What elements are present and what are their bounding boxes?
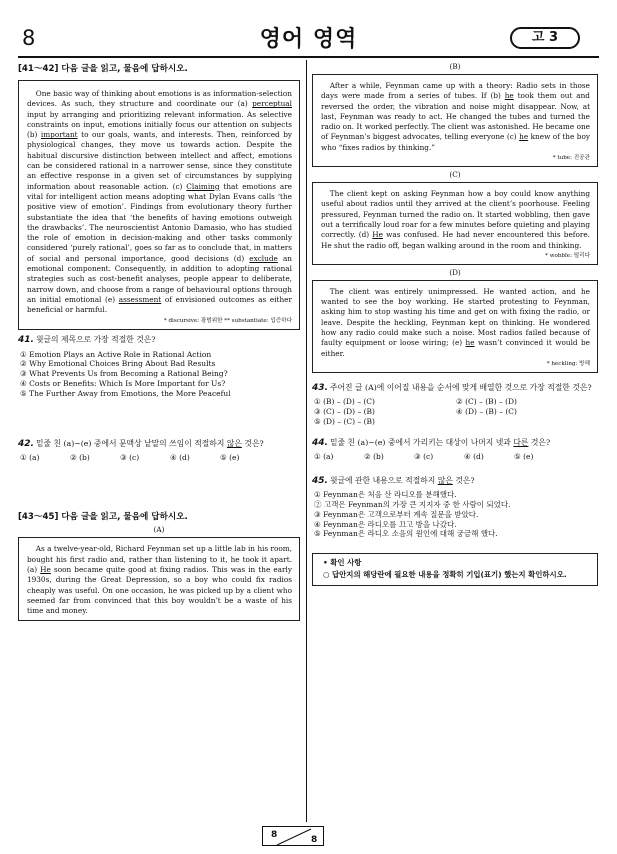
passage-c	[312, 182, 598, 265]
q43-option-4[interactable]: ④ (D) – (B) – (C)	[456, 406, 517, 416]
q44-option-2[interactable]: ② (b)	[364, 452, 384, 462]
q44-option-3[interactable]: ③ (c)	[414, 452, 434, 462]
underline-e: assessment	[118, 294, 162, 304]
instruction-43-45: [43～45] 다음 글을 읽고, 물음에 답하시오.	[18, 512, 188, 523]
question-number: 43.	[312, 382, 328, 393]
page-indicator-total: 8	[311, 835, 318, 845]
q43-options	[314, 397, 598, 426]
section-c-label: (C)	[449, 170, 461, 180]
underline-c: he	[519, 132, 529, 142]
q42-option-2[interactable]: ② (b)	[70, 452, 90, 462]
section-b-label: (B)	[449, 62, 461, 71]
q43-option-1[interactable]: ① (B) – (D) – (C)	[314, 396, 375, 406]
question-41	[18, 335, 300, 345]
instruction-41-42: [41～42] 다음 글을 읽고, 물음에 답하시오.	[18, 64, 188, 74]
grade-badge: 고 3	[510, 27, 580, 49]
q45-options	[314, 490, 598, 539]
passage-b	[312, 74, 598, 167]
check-notice-body: ○ 답안지의 해당란에 필요한 내용을 정확히 기입(표기) 했는지 확인하시오.	[323, 570, 567, 580]
header-rule	[18, 56, 599, 58]
passage-c-text: The client kept on asking Feynman how a boy could know anything useful about radios until they arrived at the client’s poorhouse. Feeling pressured, Feynman turned the radio on. It started wobbling, then gave out a terrifically loud roar for a few minutes before quieting and playing correctly. (d) He was confused. He had never encountered this before. He shut the radio off, began walking around in the room and thinking.	[321, 189, 590, 250]
question-44: 44. 밑줄 친 (a)~(e) 중에서 가리키는 대상이 나머지 넷과 다른 것은?	[312, 438, 551, 449]
underline-e: he	[465, 338, 475, 348]
question-number: 45.	[312, 476, 328, 487]
q44-options	[314, 452, 598, 462]
footnote: * tube: 진공관	[552, 155, 590, 162]
page-number: 8	[22, 26, 36, 50]
q41-option-5[interactable]: ⑤ The Further Away from Emotions, the More Peaceful	[20, 388, 231, 398]
footnote: * wobble: 떨리다	[545, 252, 590, 259]
question-text: 윗글의 제목으로 가장 적절한 것은?	[35, 334, 156, 344]
question-number: 41.	[18, 334, 34, 345]
q45-option-2[interactable]: ② 고객은 Feynman의 가장 큰 지지자 중 한 사람이 되었다.	[314, 499, 511, 509]
q41-option-3[interactable]: ③ What Prevents Us from Becoming a Rational Being?	[20, 369, 228, 379]
passage-emotions	[18, 80, 300, 330]
q45-option-5[interactable]: ⑤ Feynman은 라디오 소음의 원인에 대해 궁금해 했다.	[314, 529, 498, 539]
underline-d: exclude	[249, 253, 278, 263]
q42-option-1[interactable]: ① (a)	[20, 452, 40, 462]
section-a-label: (A)	[153, 525, 165, 535]
passage-d-text: The client was entirely unimpressed. He wanted action, and he wanted to see the boy working. He started protesting to Feynman, asking him to stop wasting his time and get on with fixing the radio, or leave. Despite the heckling, Feynman kept on thinking. He wondered how any radio could make such a noise. Most radios failed because of faulty equipment or loose wiring; (e) he wasn’t convinced it would be either.	[321, 286, 590, 358]
footnote: * heckling: 방해	[546, 360, 590, 367]
question-43	[312, 383, 598, 393]
page-title: 영어 영역	[259, 27, 358, 52]
q42-option-5[interactable]: ⑤ (e)	[220, 452, 240, 462]
passage-emotions-text: One basic way of thinking about emotions is as information-selection devices. As such, they structure and coordinate our (a) perceptual input by arranging and prioritizing relevant information. As selective constraints on input, emotions initially focus our attention on subjects (b) important to our goals, wants, and interests. Then, reinforced by physiological changes, they move us towards action. Despite the habitual discursive distinction between intellect and affect, emotions can be considered rational in a narrower sense, since they constitute an effective response in a given set of circumstances by supplying information about reasonable action. (c) Claiming that emotions are vital for intelligent action means adopting what Dylan Evans calls ‘the positive view of emotion’. Findings from evolutionary theory further substantiate the idea that ‘the benefits of having emotions outweigh the drawbacks’. The neuroscientist Antonio Damasio, who has studied the role of emotion in decision-making and other tasks commonly considered ‘purely rational’, goes so far as to conclude that, in matters of social and personal importance, good decisions (d) exclude an emotional component. Consequently, in addition to adopting rational strategies such as cost-benefit analyses, people appear to deliberate, narrow down, and choose from a range of behavioural options through an initial emotional (e) assessment of envisioned outcomes as either beneficial or harmful.	[27, 89, 293, 315]
passage-a	[18, 537, 300, 621]
question-42: 42. 밑줄 친 (a)~(e) 중에서 문맥상 낱말의 쓰임이 적절하지 않은 것은?	[18, 438, 264, 449]
page-indicator-current: 8	[271, 830, 278, 840]
underline-a: He	[40, 564, 51, 574]
underline-d: He	[372, 230, 383, 240]
q42-option-3[interactable]: ③ (c)	[120, 452, 140, 462]
question-text: 주어진 글 (A)에 이어질 내용을 순서에 맞게 배열한 것으로 가장 적절한 것은?	[329, 382, 592, 392]
q44-option-5[interactable]: ⑤ (e)	[514, 452, 534, 462]
q45-option-1[interactable]: ① Feynman은 처음 산 라디오를 분해했다.	[314, 490, 457, 500]
q41-option-1[interactable]: ① Emotion Plays an Active Role in Rational Action	[20, 349, 212, 359]
check-notice	[312, 553, 598, 586]
q44-option-4[interactable]: ④ (d)	[464, 452, 484, 462]
q41-option-2[interactable]: ② Why Emotional Choices Bring About Bad Results	[20, 359, 216, 369]
q42-option-4[interactable]: ④ (d)	[170, 452, 190, 462]
question-number: 44.	[312, 438, 328, 449]
footnote: * discursive: 광범위한 ** substantiate: 입증하다	[163, 317, 292, 324]
passage-b-text: After a while, Feynman came up with a theory: Radio sets in those days were made from a series of tubes. If (b) he took them out and reversed the order, the vibration and noise might disappear. Now, at last, Feynman was ready to act. He changed the tubes and turned the radio on. It worked perfectly. The client was astonished. He became one of Feynman’s biggest advocates, telling everyone (c) he knew of the boy who “fixes radios by thinking.”	[321, 81, 590, 152]
q41-options	[20, 350, 300, 399]
q41-option-4[interactable]: ④ Costs or Benefits: Which Is More Important for Us?	[20, 378, 226, 388]
right-column	[312, 62, 598, 586]
underline-b: he	[504, 91, 514, 101]
underline-c: Claiming	[186, 181, 220, 191]
q45-option-4[interactable]: ④ Feynman은 라디오를 끄고 방을 나갔다.	[314, 519, 457, 529]
q45-option-3[interactable]: ③ Feynman은 고객으로부터 계속 질문을 받았다.	[314, 509, 479, 519]
q43-option-3[interactable]: ③ (C) – (D) – (B)	[314, 406, 375, 416]
underline-b: important	[40, 130, 78, 140]
check-notice-title: • 확인 사항	[323, 558, 362, 568]
section-d-label: (D)	[449, 267, 461, 277]
q43-option-2[interactable]: ② (C) – (B) – (D)	[456, 396, 517, 406]
q43-option-5[interactable]: ⑤ (D) – (C) – (B)	[314, 416, 375, 426]
passage-a-text: As a twelve-year-old, Richard Feynman set up a little lab in his room, bought his first radio and, rather than listening to it, he took it apart. (a) He soon became quite good at fixing radios. This was in the early 1930s, during the Great Depression, so a boy who could fix radios cheaply was useful. On one occasion, he was picked up by a client who seemed far from convinced that this boy wouldn’t be a waste of his time and money.	[27, 544, 292, 616]
column-divider	[306, 60, 307, 822]
left-column	[18, 62, 300, 621]
underline-a: perceptual	[252, 99, 292, 109]
question-45: 45. 윗글에 관한 내용으로 적절하지 않은 것은?	[312, 476, 475, 487]
q44-option-1[interactable]: ① (a)	[314, 452, 334, 462]
passage-d	[312, 280, 598, 373]
q42-options	[20, 453, 300, 463]
page-indicator	[262, 826, 324, 846]
question-number: 42.	[18, 438, 34, 449]
